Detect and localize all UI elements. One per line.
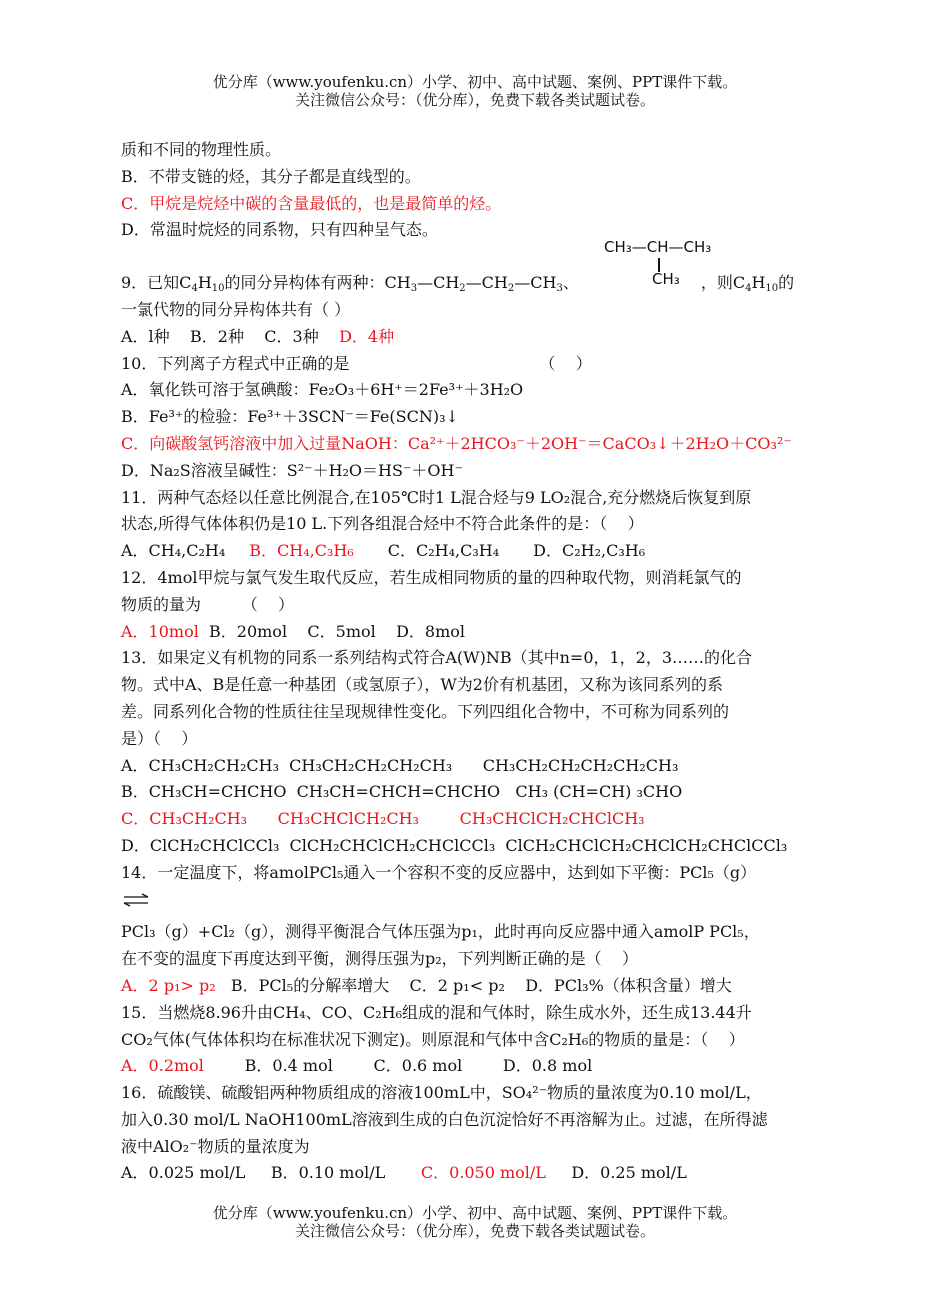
isobutane-main-chain: CH₃—CH—CH₃ (604, 238, 712, 256)
q13-option-d: D．ClCH₂CHClCCl₃ ClCH₂CHClCH₂CHClCCl₃ ClCH₂CHClCH₂CHClCH₂CHClCCl₃ (121, 835, 788, 855)
q16-option-c-answer: C．0.050 mol/L (420, 1163, 546, 1183)
q13-stem-line-3: 差。同系列化合物的性质往往呈现规律性变化。下列四组化合物中，不可称为同系列的 (121, 701, 730, 721)
q13-option-c-answer: C．CH₃CH₂CH₃ CH₃CHClCH₂CH₃ CH₃CHClCH₂CHClCH₃ (121, 809, 645, 829)
page-header (0, 73, 950, 109)
q10-stem: 10．下列离子方程式中正确的是 （ ） (121, 353, 592, 373)
q12-options-bcd: B．20mol C．5mol D．8mol (198, 621, 466, 641)
q16-option-d: D．0.25 mol/L (545, 1163, 687, 1183)
q12-option-a-answer: A．10mol (121, 621, 199, 641)
exam-body (121, 137, 833, 1187)
q16-stem-line-3: 液中AlO₂⁻物质的量浓度为 (121, 1136, 310, 1156)
q11-options (121, 538, 833, 565)
header-line-1: 优分库（www.youfenku.cn）小学、初中、高中试题、案例、PPT课件下载。 (212, 73, 738, 91)
q16-options (121, 1160, 833, 1187)
q16-stem-line-2: 加入0.30 mol/L NaOH100mL溶液到生成的白色沉淀恰好不再溶解为止。过滤，在所得滤 (121, 1109, 768, 1129)
q9-options-abc: A．l种 B．2种 C．3种 (121, 326, 340, 346)
footer-line-1: 优分库（www.youfenku.cn）小学、初中、高中试题、案例、PPT课件下载。 (212, 1204, 738, 1222)
q13-option-a: A．CH₃CH₂CH₂CH₃ CH₃CH₂CH₂CH₂CH₃ CH₃CH₂CH₂CH₂CH₂CH₃ (121, 755, 679, 775)
q9-stem-line-2: 一氯代物的同分异构体共有（ ） (121, 299, 351, 319)
q9-options (121, 324, 833, 351)
q16-options-ab: A．0.025 mol/L B．0.10 mol/L (121, 1163, 421, 1183)
q15-stem-line-2: CO₂气体(气体体积均在标准状况下测定)。则原混和气体中含C₂H₆的物质的量是：（ ） (121, 1029, 745, 1049)
q8-option-d: D．常温时烷烃的同系物，只有四种呈气态。 (121, 220, 438, 240)
q15-options (121, 1053, 833, 1080)
q10-option-d: D．Na₂S溶液呈碱性：S²⁻＋H₂O＝HS⁻＋OH⁻ (121, 460, 463, 480)
q13-stem-line-1: 13．如果定义有机物的同系一系列结构式符合A(W)NB（其中n=0，1，2，3……的化合 (121, 648, 753, 668)
q10-option-b: B．Fe³⁺的检验：Fe³⁺＋3SCN⁻＝Fe(SCN)₃↓ (121, 407, 459, 427)
q14-stem-line-4: 在不变的温度下再度达到平衡，测得压强为p₂，下列判断正确的是（ ） (121, 949, 639, 969)
q8-option-c-answer: C．甲烷是烷烃中碳的含量最低的，也是最简单的烃。 (121, 193, 502, 213)
q9-option-d-answer: D．4种 (339, 326, 395, 346)
q11-stem-line-2: 状态,所得气体体积仍是10 L.下列各组混合烃中不符合此条件的是：（ ） (121, 514, 644, 534)
q15-option-a-answer: A．0.2mol (121, 1056, 204, 1076)
page-footer (0, 1204, 950, 1240)
q14-option-a-answer: A．2 p₁> p₂ (121, 975, 216, 995)
q14-equilibrium-arrow-line (121, 887, 833, 914)
q11-option-d: D．C₂H₂,C₃H₆ (533, 541, 646, 561)
q11-stem-line-1: 11．两种气态烃以任意比例混合,在105℃时1 L混合烃与9 LO₂混合,充分燃烧后恢复到原 (121, 487, 752, 507)
q11-option-a: A．CH₄,C₂H₄ (121, 541, 226, 561)
q12-stem-line-2: 物质的量为 （ ） (121, 594, 295, 614)
q14-stem-line-3: PCl₃（g）+Cl₂（g），测得平衡混合气体压强为p₁，此时再向反应器中通入amolP PCl₅， (121, 922, 760, 942)
q12-options (121, 619, 833, 646)
q10-option-a: A．氧化铁可溶于氢碘酸：Fe₂O₃＋6H⁺＝2Fe³⁺＋3H₂O (121, 380, 524, 400)
q10-option-c-answer: C．向碳酸氢钙溶液中加入过量NaOH：Ca²⁺＋2HCO₃⁻＋2OH⁻＝CaCO₃↓＋2H₂O＋CO₃²⁻ (121, 433, 792, 453)
q14-stem-line-1: 14．一定温度下，将amolPCl₅通入一个容积不变的反应器中，达到如下平衡：PCl₅（g） (121, 862, 757, 882)
header-line-2: 关注微信公众号：（优分库），免费下载各类试题试卷。 (294, 91, 655, 109)
q14-options (121, 973, 833, 1000)
q13-stem-line-4: 是）（ ） (121, 728, 198, 748)
q9-stem-line-1: 9．已知$C_4H_{10}$的同分异构体有两种：$CH_3—CH_2—CH_2—CH_3$、 ，则$C_4H_{10}$的 (121, 273, 795, 295)
q14-options-bcd: B．PCl₅的分解率增大 C．2 p₁< p₂ D．PCl₃%（体积含量）增大 (215, 975, 732, 995)
equilibrium-arrow-icon (121, 893, 151, 907)
footer-line-2: 关注微信公众号：（优分库），免费下载各类试题试卷。 (294, 1222, 655, 1240)
q16-stem-line-1: 16．硫酸镁、硫酸铝两种物质组成的溶液100mL中，SO₄²⁻物质的量浓度为0.10 mol/L， (121, 1083, 762, 1103)
q13-stem-line-2: 物。式中A、B是任意一种基团（或氢原子），W为2价有机基团，又称为该同系列的系 (121, 675, 723, 695)
q12-stem-line-1: 12．4mol甲烷与氯气发生取代反应，若生成相同物质的量的四种取代物，则消耗氯气的 (121, 567, 742, 587)
isobutane-branch: CH₃ (652, 270, 680, 288)
q15-options-bcd: B．0.4 mol C．0.6 mol D．0.8 mol (203, 1056, 593, 1076)
q8-continuation: 质和不同的物理性质。 (121, 140, 282, 159)
q11-option-c: C．C₂H₄,C₃H₄ (387, 541, 500, 561)
q11-option-b-answer: B．CH₄,C₃H₆ (249, 541, 354, 561)
q8-option-b: B．不带支链的烃，其分子都是直线型的。 (121, 166, 421, 186)
q15-stem-line-1: 15．当燃烧8.96升由CH₄、CO、C₂H₆组成的混和气体时，除生成水外，还生成13.44升 (121, 1002, 752, 1022)
q13-option-b: B．CH₃CH=CHCHO CH₃CH=CHCH=CHCHO CH₃ (CH=CH) ₃CHO (121, 782, 683, 802)
